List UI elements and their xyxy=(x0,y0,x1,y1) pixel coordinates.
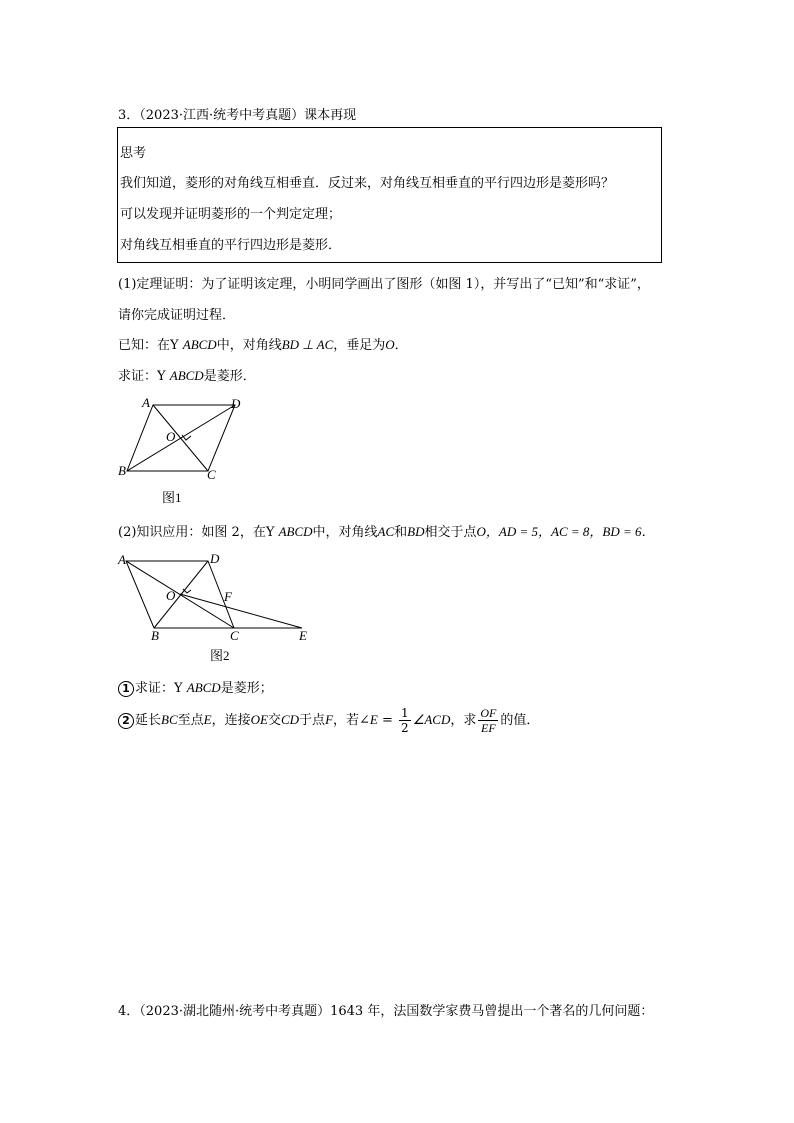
parallelogram-symbol: Y xyxy=(174,681,183,696)
fig1-label-a: A xyxy=(142,395,150,410)
parallelogram-symbol: Y xyxy=(157,369,166,384)
fig1-diagonal-bd xyxy=(127,405,235,471)
part1-line-2: 请你完成证明过程． xyxy=(118,308,236,323)
fig1-caption: 图1 xyxy=(162,490,182,505)
fig2-caption: 图2 xyxy=(210,648,230,663)
part2-statement: (2)知识应用：如图 2，在Y ABCD中，对角线AC和BD相交于点O，AD = 5，AC = 8，BD = 6． xyxy=(118,524,655,540)
given-statement: 已知：在Y ABCD中，对角线BD ⊥ AC，垂足为O． xyxy=(118,337,408,353)
fig1-label-b: B xyxy=(118,463,126,478)
fraction-of-over-ef: $\frac{OF}{EF}$ xyxy=(480,706,497,735)
fig1-label-c: C xyxy=(207,467,216,482)
fig1-label-o: O xyxy=(166,429,176,444)
question-3-header: 3．（2023·江西·统考中考真题）课本再现 xyxy=(118,108,357,123)
fig2-label-b: B xyxy=(151,628,159,643)
fig1-right-angle-mark xyxy=(182,435,191,440)
figure-1 xyxy=(110,392,250,512)
fig2-label-e: E xyxy=(299,628,307,643)
parallelogram-symbol: Y xyxy=(265,525,275,540)
box-title: 思考 xyxy=(120,146,147,161)
parallelogram-symbol: Y xyxy=(170,338,179,353)
box-line-2: 可以发现并证明菱形的一个判定定理； xyxy=(120,207,342,222)
fig2-label-c: C xyxy=(230,628,239,643)
question-4-header: 4．（2023·湖北随州·统考中考真题）1643 年，法国数学家费马曾提出一个著名的几何问题： xyxy=(118,1004,654,1019)
fig1-label-d: D xyxy=(231,396,241,411)
box-line-1: 我们知道，菱形的对角线互相垂直．反过来，对角线互相垂直的平行四边形是菱形吗？ xyxy=(120,176,615,191)
subquestion-1: 1 求证：Y ABCD是菱形； xyxy=(118,677,273,697)
fig2-segment-oe xyxy=(180,594,302,628)
figure-2 xyxy=(112,548,322,668)
fig2-label-o: O xyxy=(166,588,176,603)
fraction-one-half: $\frac{1}{2}$ xyxy=(401,706,409,735)
fig2-label-d: D xyxy=(210,551,220,566)
fig2-label-a: A xyxy=(118,552,126,567)
circled-number-2: 2 xyxy=(118,713,134,729)
subquestion-2: 2 延长BC至点E，连接OE交CD于点F，若∠E = $\frac{1}{2}$ ∠ACD，求 $\frac{OF}{EF}$ 的值． xyxy=(118,706,539,735)
box-line-3: 对角线互相垂直的平行四边形是菱形． xyxy=(120,238,342,253)
fig2-label-f: F xyxy=(224,589,232,604)
part1-line-1: (1)定理证明：为了证明该定理，小明同学画出了图形（如图 1），并写出了“已知”和“求证”， xyxy=(118,277,650,292)
prove-statement: 求证：Y ABCD是菱形． xyxy=(118,368,256,384)
circled-number-1: 1 xyxy=(118,681,134,697)
